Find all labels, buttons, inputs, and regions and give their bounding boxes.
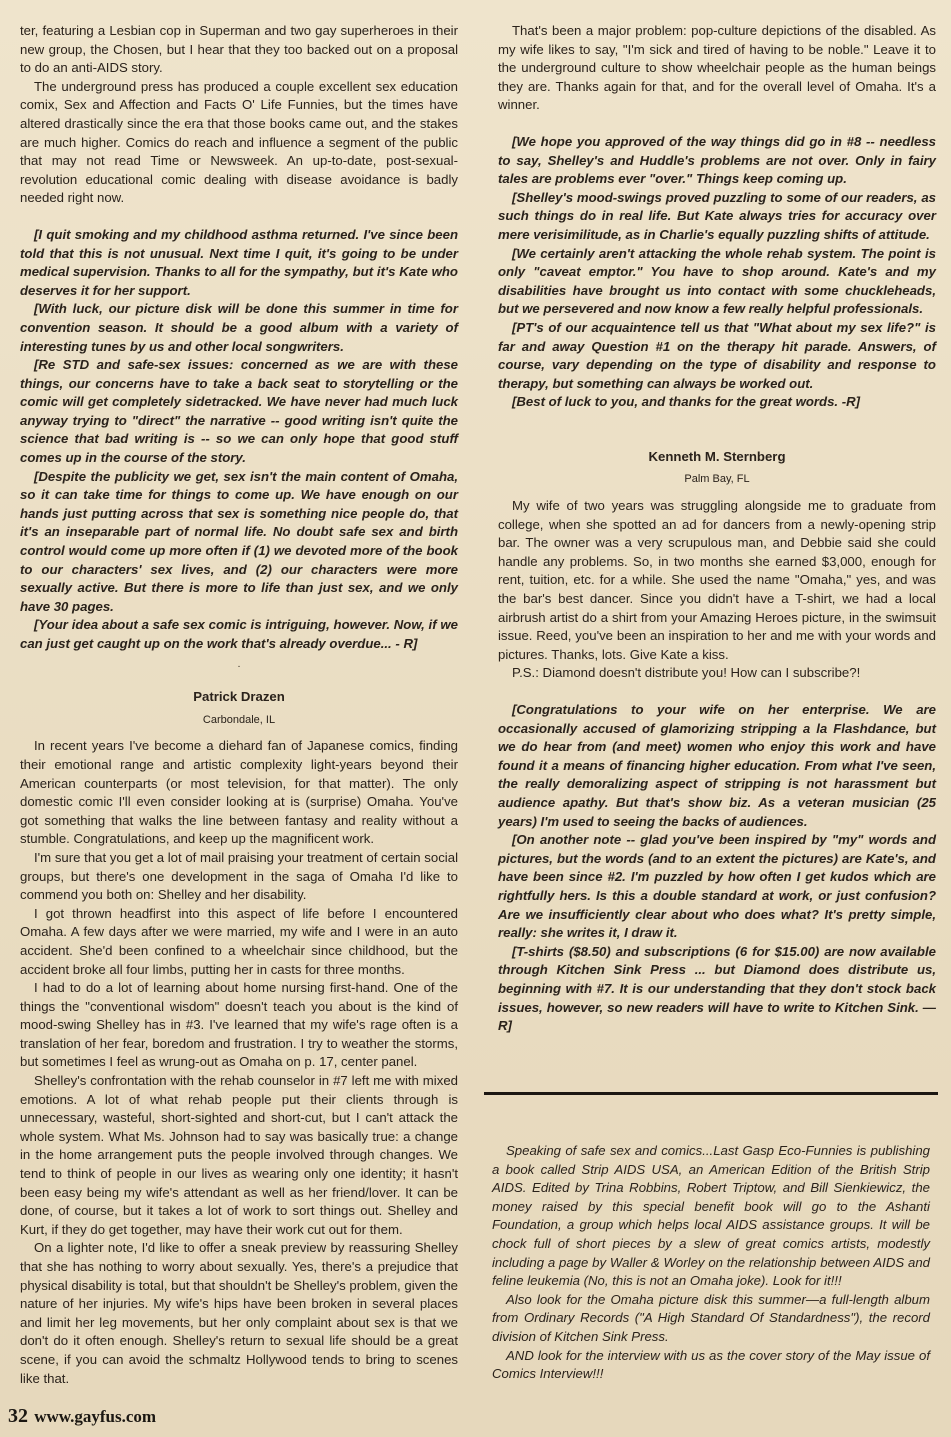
letter-paragraph: I had to do a lot of learning about home nursing first-hand. One of the things the "conventional wisdom" doesn't teach you about is the kind of mood-swing Shelley has in #3. I've learned that my wife's rage often is a translation of her fear, boredom and frustration. I try to weather the storms, but sometimes I feel as wrung-out as Omaha on p. 17, center panel. — [20, 980, 458, 1070]
letter-paragraph: The underground press has produced a couple excellent sex education comix, Sex and Affection and Facts O' Life Funnies, but the times have altered drastically since the era that those books came out, and the stakes are much higher. Comics do reach and influence a segment of the public that may not read Time or Newsweek. An up-to-date, post-sexual-revolution educational comic dealing with disease avoidance is badly needed right now. — [20, 78, 458, 206]
reply-paragraph: [T-shirts ($8.50) and subscriptions (6 for $15.00) are now available through Kitchen Sink Press ... but Diamond does distribute us, beginning with #7. It is our understanding that they don't stock back issues, however, so new readers will have to write to Kitchen Sink. —R] — [498, 943, 936, 1034]
page-number: 32 — [8, 1405, 28, 1427]
editor-reply — [498, 701, 936, 1036]
watermark-link[interactable]: www.gayfus.com — [34, 1407, 157, 1426]
reply-paragraph: [With luck, our picture disk will be done this summer in time for convention season. It should be a good album with a variety of interesting tunes by us and other local songwriters. — [20, 301, 458, 354]
reply-paragraph: [I quit smoking and my childhood asthma returned. I've since been told that this is not unusual. Next time I quit, it's going to be under medical supervision. Thanks to all for the sympathy, but it's Kate who deserves it for her support. — [20, 226, 458, 298]
section-divider — [484, 1092, 938, 1095]
reply-paragraph: [Best of luck to you, and thanks for the great words. -R] — [512, 394, 861, 410]
letter-paragraph: Shelley's confrontation with the rehab counselor in #7 left me with mixed emotions. A lot of what rehab people put their clients through is unnecessary, wasteful, short-sighted and short-cut, but I can't attack the whole system. What Ms. Johnson had to say was basically true: a change in the home arrangement puts the people involved through changes. We tend to think of people in our lives as wearing only one identity; it hasn't been easy being my wife's attendant as well as her friend/lover. It can be done, of course, but it takes a lot of work to sort things out. Shelley and Kurt, if they do get together, may have their work cut out for them. — [20, 1073, 458, 1237]
reply-paragraph: [We certainly aren't attacking the whole rehab system. The point is only "caveat emptor." You have to shop around. Kate's and my disabilities have brought us into contact with some chuckleheads, but we persevered and now know a few really helpful professionals. — [498, 245, 936, 317]
letter-location: Carbondale, IL — [202, 713, 276, 726]
letter-paragraph: I got thrown headfirst into this aspect of life before I encountered Omaha. A few days after we were married, my wife and I were in an auto accident. She'd been confined to a wheelchair since childhood, but the accident broke all four limbs, putting her in casts for three months. — [20, 905, 458, 977]
editor-reply — [20, 226, 458, 654]
reply-paragraph: [PT's of our acquaintence tell us that "What about my sex life?" is far and away Question #1 on the therapy hit parade. Answers, of course, vary depending on the type of disability and response to therapy, but something can always be worked out. — [498, 319, 936, 391]
reply-paragraph: [Congratulations to your wife on her enterprise. We are occasionally accused of glamorizing stripping a la Flashdance, but we do hear from (and meet) women who enjoy this work and have found it a means of financing higher education. From what I've seen, the really demoralizing aspect of stripping is not harassment but audience apathy. But that's show biz. As a veteran musician (25 years) I'm used to seeing the backs of audiences. — [498, 702, 936, 829]
announcement-paragraph: Also look for the Omaha picture disk this summer—a full-length album from Ordinary Records ("A High Standard Of Standardness"), the record division of Kitchen Sink Press. — [492, 1291, 930, 1344]
letter-paragraph: P.S.: Diamond doesn't distribute you! How can I subscribe?! — [512, 665, 861, 681]
letter-author: Patrick Drazen — [193, 689, 285, 705]
reply-paragraph: [Despite the publicity we get, sex isn't the main content of Omaha, so it can take time for things to come up. We have enough on our hands just putting across that sex is something nice people do, that it's an inseparable part of normal life. No doubt safe sex and birth control would come up more often if (1) we devoted more of the book to our characters' sex lives, and (2) our characters were more sexually active. But there is more to life than just sex, and we only have 30 pages. — [20, 468, 458, 614]
reply-paragraph: [We hope you approved of the way things did go in #8 -- needless to say, Shelley's and Huddle's problems are not over. Only in fairy tales are problems ever "over." Things keep coming up. — [498, 133, 936, 187]
letter-paragraph: That's been a major problem: pop-culture depictions of the disabled. As my wife likes to say, "I'm sick and tired of having to be noble." Leave it to the underground culture to show wheelchair people as the human beings they are. Thanks again for that, and for the overall level of Omaha. It's a winner. — [498, 23, 936, 113]
reply-paragraph: [On another note -- glad you've been inspired by "my" words and pictures, but the words (and to an extent the pictures) are Kate's, and have been since #2. I'm puzzled by how often I get kudos which are rightfully hers. Is this a double standard at work, or just confusion? Are we insufficiently clear about who does what? It's pretty simple, really: she writes it, I draw it. — [498, 832, 936, 941]
editor-reply — [498, 133, 936, 412]
announcement-paragraph: AND look for the interview with us as the cover story of the May issue of Comics Interview!!! — [492, 1347, 930, 1382]
letter-body — [498, 497, 936, 683]
letter-author: Kenneth M. Sternberg — [648, 448, 786, 464]
letter-paragraph: My wife of two years was struggling alongside me to graduate from college, when she spotted an ad for dancers from a newly-opening strip bar. The owner was a very scrupulous man, and Debbie said she could handle any problems. So, in two months she earned $3,000, enough for rent, tuition, etc. for a while. She used the name "Omaha," yes, and was the bar's best dancer. Since you didn't have a T-shirt, we had a local airbrush artist do a shirt from your Amazing Heroes picture, in the swimsuit issue. Reed, you've been an inspiration to her and me with your words and pictures. Thanks, lots. Give Kate a kiss. — [498, 498, 936, 662]
letter-body — [20, 737, 458, 1388]
letter-paragraph: I'm sure that you get a lot of mail praising your treatment of certain social groups, but there's one development in the saga of Omaha I'd like to commend you both on: Shelley and her disability. — [20, 849, 458, 903]
letter-paragraph: In recent years I've become a diehard fan of Japanese comics, finding their emotional range and artistic complexity light-years beyond their American counterparts (or most television, for that matter). The only domestic comic I'll even consider looking at is (surprise) Omaha. You've got something that walks the line between fantasy and reality without a stumble. Congratulations, and keep up the magnificent work. — [20, 738, 458, 847]
announcement-block — [492, 1142, 930, 1384]
announcement-paragraph: Speaking of safe sex and comics...Last Gasp Eco-Funnies is publishing a book called Strip AIDS USA, an American Edition of the British Strip AIDS. Edited by Trina Robbins, Robert Triptow, and Bill Sienkiewicz, the money raised by this special benefit book will go to the Ashanti Foundation, a group which helps local AIDS assistance groups. It will be chock full of short pieces by a slew of great comics artists, modestly including a page by Waller & Worley on the relationship between AIDS and feline leukemia (No, this is not an Omaha joke). Look for it!!! — [492, 1143, 930, 1289]
left-column: ter, featuring a Lesbian cop in Superman and two gay superheroes in their new group, the Chosen, but I hear that they too backed out on a proposal to do an anti-AIDS story. The underground press has produced a couple excellent sex education comix, Sex and Affection and Facts O' Life Funnies, but the times have altered drastically since the era that those books came out, and the stakes are much higher. Comics do reach and influence a segment of the public that may not read Time or Newsweek. An up-to-date, post-sexual-revolution educational comic dealing with disease avoidance is badly needed right now. [I quit smoking and my childhood asthma returned. I've since been told that this is not unusual. Next time I quit, it's going to be under medical supervision. Thanks to all for the sympathy, but it's Kate who deserves it for her support. [With luck, our picture disk will be done this summer in time for convention season. It should be a good album with a variety of interesting tunes by us and other local songwriters. [Re STD and safe-sex issues: concerned as we are with these things, our concerns have to take a back seat to storytelling or the comic will get completely sidetracked. We have never had much luck anyway trying to "direct" the narrative -- good writing isn't quite the science that bad writing is -- so we can only hope that good stuff comes up in the course of the story. [Despite the publicity we get, sex isn't the main content of Omaha, so it can take time for things to come up. We have enough on our hands just putting across that sex is something nice people do, that it's an inseparable part of normal life. No doubt safe sex and birth control would come up more often if (1) we devoted more of the book to our characters' sex lives, and (2) our characters were more sexually active. But there is more to life than just sex, and we only have 30 pages. [Your idea about a safe sex comic is intriguing, however. Now, if we can just get caught up on the work that's already overdue... - R] . Patrick Drazen Carbondale, IL In recent years I've become a diehard fan of Japanese comics, finding their emotional range and artistic complexity light-years beyond their American counterparts (or most television, for that matter). The only domestic comic I'll even consider looking at is (surprise) Omaha. You've got something that walks the line between fantasy and reality without a stumble. Congratulations, and keep up the magnificent work. I'm sure that you get a lot of mail praising your treatment of certain social groups, but there's one development in the saga of Omaha I'd like to commend you both on: Shelley and her disability. I got thrown headfirst into this aspect of life before I encountered Omaha. A few days after we were married, my wife and I were in an auto accident. She'd been confined to a wheelchair since childhood, but the accident broke all four limbs, putting her in casts for three months. I had to do a lot of learning about home nursing first-hand. One of the things the "conventional wisdom" doesn't teach you about is the kind of mood-swing Shelley has in #3. I've learned that my wife's rage often is a translation of her fear, boredom and frustration. I try to weather the storms, but sometimes I feel as wrung-out as Omaha on p. 17, center panel. Shelley's confrontation with the rehab counselor in #7 left me with mixed emotions. A lot of what rehab people put their clients through is unnecessary, wasteful, short-sighted and short-cut, but I can't attack the whole system. What Ms. Johnson had to say was basically true: a change in the home arrangement puts the people involved through changes. We tend to think of people in our lives as wearing only one identity; it hasn't been easy being my wife's attendant as well as her friend/lover. It can be done, of course, but it takes a lot of work to sort things out. Shelley and Kurt, if they do get together, may have their work cut out for them. On a lighter note, I'd like to offer a sneak preview by reassuring Shelley that she has nothing to worry about sexually. Yes, there's a prejudice that physical disability is total, but that shouldn't be Shelley's problem, given the nature of her injuries. My wife's hips have been broken in several places and limit her leg movements, but her only complaint about sex is that we don't do it often enough. Shelley's return to sexual life should be a great scene, if you can avoid the schmaltz Hollywood tends to bring to scenes like that. — [20, 22, 458, 1388]
reply-paragraph: [Shelley's mood-swings proved puzzling to some of our readers, as such things do in real life. But Kate always tries for accuracy over mere verisimilitude, as in Charlie's equally puzzling shifts of attitude. — [498, 189, 936, 242]
letter-paragraph: On a lighter note, I'd like to offer a sneak preview by reassuring Shelley that she has nothing to worry about sexually. Yes, there's a prejudice that physical disability is total, but that shouldn't be Shelley's problem, given the nature of her injuries. My wife's hips have been broken in several places and limit her leg movements, but her only complaint about sex is that we don't do it often enough. Shelley's return to sexual life should be a great scene, if you can avoid the schmaltz Hollywood tends to bring to scenes like that. — [20, 1240, 458, 1386]
letter-paragraph: ter, featuring a Lesbian cop in Superman and two gay superheroes in their new group, the Chosen, but I hear that they too backed out on a proposal to do an anti-AIDS story. — [20, 23, 458, 76]
page-footer — [8, 1405, 156, 1428]
right-column — [498, 22, 936, 1036]
reply-paragraph: [Your idea about a safe sex comic is intriguing, however. Now, if we can just get caught up on the work that's already overdue... - R] — [20, 617, 458, 651]
letter-location: Palm Bay, FL — [684, 473, 750, 486]
reply-paragraph: [Re STD and safe-sex issues: concerned as we are with these things, our concerns have to take a back seat to storytelling or the comic will get completely sidetracked. We have never had much luck anyway trying to "direct" the narrative -- good writing isn't quite the science that bad writing is -- so we can only hope that good stuff comes up in the course of the story. — [20, 357, 458, 466]
